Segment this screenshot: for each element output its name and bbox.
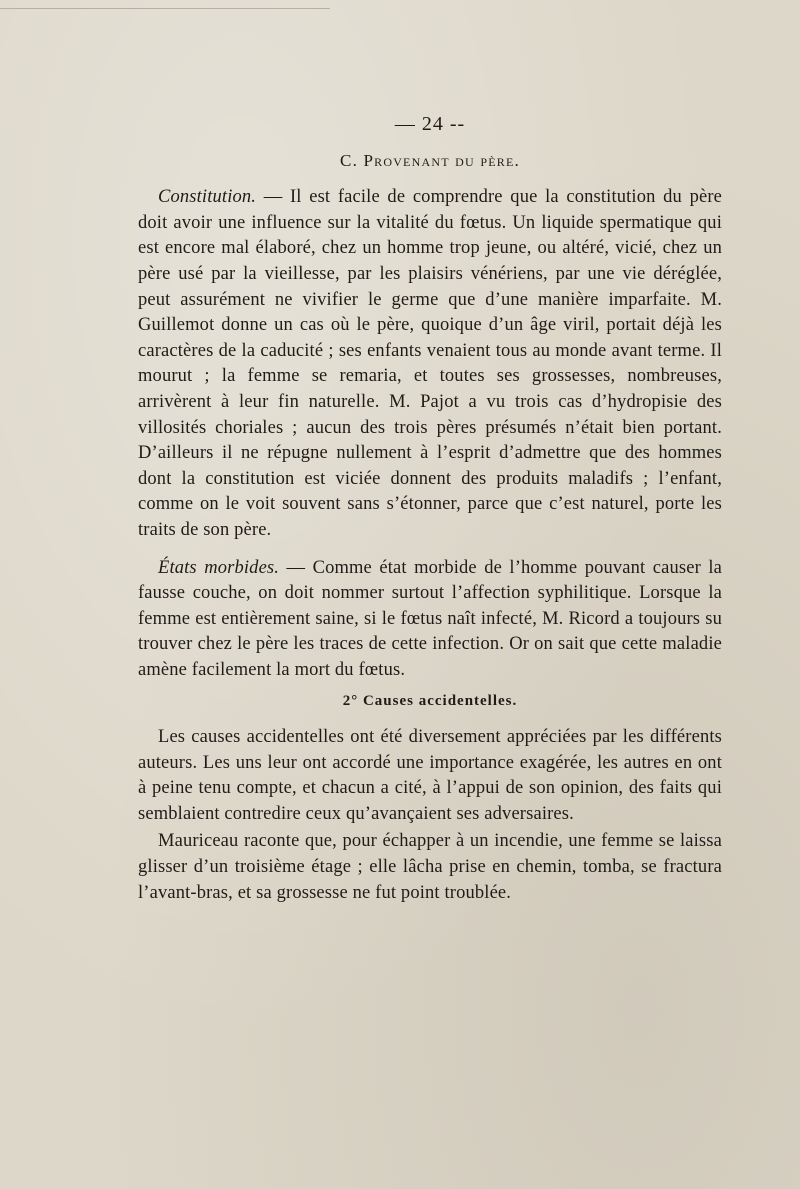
paragraph-text: — Comme état morbide de l’homme pouvant causer la fausse couche, on doit nommer surtout l’affection syphilitique. Lorsque la femme est entièrement saine, si le fœtus naît infecté, M. Ricord a toujours su trouver chez le père les traces de cette infection. Or on sait que cette maladie amène facilement la mort du fœtus. — [138, 557, 723, 680]
subheading: 2° Causes accidentelles. — [342, 693, 518, 710]
paragraph-etats-morbides — [138, 556, 722, 684]
paragraph-constitution — [138, 185, 722, 543]
page-edge-line — [0, 8, 330, 9]
paragraph-causes: Les causes accidentelles ont été diversement appréciées par les différents auteurs. Les uns leur ont accordé une importance exagérée, les autres en ont à peine tenu compte, et chacun a cité, à l’appui de son opinion, des faits qui semblaient contredire ceux qu’avançaient ses adversaires. — [138, 727, 722, 824]
page-number: — 24 -- — [394, 113, 466, 135]
page-content — [138, 112, 722, 906]
paragraph-lead: États morbides. — [158, 557, 280, 578]
paragraph-text: — Il est facile de comprendre que la constitution du père doit avoir une influence sur la vitalité du fœtus. Un liquide spermatique qui est encore mal élaboré, chez un homme trop jeune, ou altéré, vicié, chez un père usé par la vieillesse, par les plaisirs vénériens, par une vie déréglée, peut assurément ne vivifier le germe que d’une manière imparfaite. M. Guillemot donne un cas où le père, quoique d’un âge viril, portait déjà les caractères de la caducité ; ses enfants venaient tous au monde avant terme. Il mourut ; la femme se remaria, et toutes ses grossesses, nombreuses, arrivèrent à leur fin naturelle. M. Pajot a vu trois cas d’hydropisie des villosités choriales ; aucun des trois pères présumés n’était bien portant. D’ailleurs il ne répugne nullement à l’esprit d’admettre que des hommes dont la constitution est viciée donnent des produits maladifs ; l’enfant, comme on le voit souvent sans s’étonner, parce que c’est naturel, porte les traits de son père. — [138, 187, 722, 540]
paragraph-mauriceau: Mauriceau raconte que, pour échapper à un incendie, une femme se laissa glisser d’un troisième étage ; elle lâcha prise en chemin, tomba, se fractura l’avant-bras, et sa grossesse ne fut point troublée. — [138, 831, 722, 903]
section-title: C. Provenant du père. — [340, 150, 520, 170]
paragraph-lead: Constitution. — [158, 187, 257, 208]
